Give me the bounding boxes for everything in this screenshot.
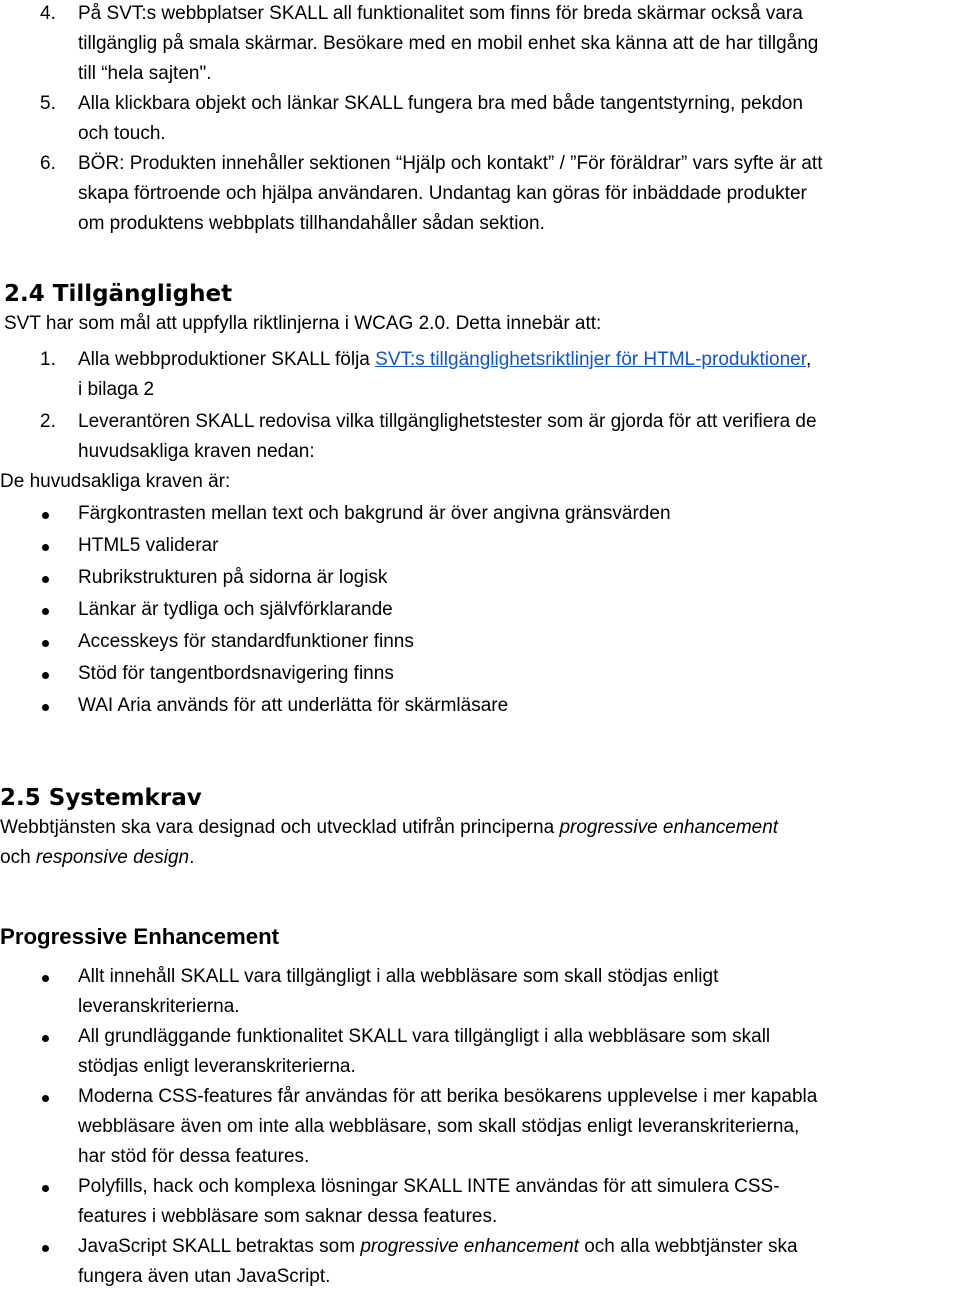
- list-item-text-line: fungera även utan JavaScript.: [78, 1266, 331, 1287]
- list-number: 5.: [40, 93, 56, 114]
- list-item-text-line: skapa förtroende och hjälpa användaren. Undantag kan göras för inbäddade produkter: [78, 183, 807, 204]
- list-item-text-line: Polyfills, hack och komplexa lösningar SKALL INTE användas för att simulera CSS-: [78, 1176, 780, 1197]
- list-item-text-line: Rubrikstrukturen på sidorna är logisk: [78, 567, 388, 588]
- paragraph-text: Webbtjänsten ska vara designad och utvecklad utifrån principerna: [0, 817, 560, 838]
- list-item: [4, 659, 960, 689]
- paragraph-text: .: [189, 847, 195, 868]
- requirements-intro: De huvudsakliga kraven är:: [0, 471, 231, 492]
- list-item-text-line: WAI Aria används för att underlätta för skärmläsare: [78, 695, 509, 716]
- list-item-text: Alla webbproduktioner SKALL följa: [78, 349, 376, 370]
- section-accessibility: [0, 279, 960, 721]
- bullet-icon: [42, 1095, 49, 1102]
- list-item: [4, 962, 960, 1022]
- list-item-text-line: Länkar är tydliga och självförklarande: [78, 599, 393, 620]
- list-item-text-line: [78, 345, 960, 375]
- emphasis-text: responsive design: [35, 847, 190, 868]
- bullet-icon: [42, 608, 49, 615]
- list-item-text-line: har stöd för dessa features.: [78, 1146, 310, 1167]
- paragraph-line: [0, 843, 960, 873]
- list-item-text-line: HTML5 validerar: [78, 535, 219, 556]
- list-item: [4, 1022, 960, 1082]
- requirements-bullet-list: [4, 499, 960, 721]
- progressive-enhancement-list: [4, 962, 960, 1292]
- list-item-text-line: All grundläggande funktionalitet SKALL vara tillgängligt i alla webbläsare som skall: [78, 1026, 771, 1047]
- list-item-text-line: webbläsare även om inte alla webbläsare, som skall stödjas enligt leveranskriterierna,: [78, 1116, 800, 1137]
- section-system-requirements: [0, 783, 960, 873]
- list-item: [4, 89, 960, 149]
- list-item: [4, 1172, 960, 1232]
- list-item-text-line: features i webbläsare som saknar dessa features.: [78, 1206, 498, 1227]
- list-number: 2.: [40, 411, 56, 432]
- list-item-text: och alla webbtjänster ska: [578, 1236, 798, 1257]
- bullet-icon: [42, 512, 49, 519]
- list-item-text-line: leveranskriterierna.: [78, 996, 240, 1017]
- list-item-text-line: tillgänglig på smala skärmar. Besökare med en mobil enhet ska känna att de har tillgång: [78, 33, 819, 54]
- section-heading: 2.5 Systemkrav: [0, 785, 202, 811]
- bullet-icon: [42, 975, 49, 982]
- paragraph-line: [0, 813, 960, 843]
- list-item-text-line: Stöd för tangentbordsnavigering finns: [78, 663, 394, 684]
- list-item-text-line: Alla klickbara objekt och länkar SKALL fungera bra med både tangentstyrning, pekdon: [78, 93, 803, 114]
- bullet-icon: [42, 672, 49, 679]
- bullet-icon: [42, 1185, 49, 1192]
- paragraph-text: och: [0, 847, 36, 868]
- list-item-text-line: BÖR: Produkten innehåller sektionen “Hjälp och kontakt” / ”För föräldrar” vars syfte är att: [78, 153, 823, 174]
- list-item-text-line: och touch.: [78, 123, 166, 144]
- list-item: [4, 345, 960, 405]
- emphasis-text: progressive enhancement: [559, 817, 779, 838]
- list-item-text-line: om produktens webbplats tillhandahåller sådan sektion.: [78, 213, 545, 234]
- list-item: [4, 407, 960, 467]
- section-intro: SVT har som mål att uppfylla riktlinjerna i WCAG 2.0. Detta innebär att:: [4, 313, 602, 334]
- section-heading: 2.4 Tillgänglighet: [4, 281, 233, 307]
- subsection-heading: Progressive Enhancement: [0, 924, 280, 949]
- list-item-text-line: Accesskeys för standardfunktioner finns: [78, 631, 414, 652]
- list-item-text-line: [78, 1232, 960, 1262]
- bullet-icon: [42, 704, 49, 711]
- list-item-text: JavaScript SKALL betraktas som: [78, 1236, 361, 1257]
- list-item-text: ,: [806, 349, 812, 370]
- list-item-text-line: Leverantören SKALL redovisa vilka tillgänglighetstester som är gjorda för att verifiera de: [78, 411, 817, 432]
- bullet-icon: [42, 576, 49, 583]
- section-paragraph: [0, 813, 960, 873]
- list-item-text-line: huvudsakliga kraven nedan:: [78, 441, 315, 462]
- list-item: [4, 1232, 960, 1292]
- section-progressive-enhancement: [0, 922, 960, 1292]
- list-item-text-line: till “hela sajten".: [78, 63, 212, 84]
- list-number: 6.: [40, 153, 56, 174]
- requirements-list-top: [4, 0, 960, 239]
- list-item: [4, 691, 960, 721]
- list-item: [4, 499, 960, 529]
- list-item: [4, 149, 960, 239]
- list-item-text-line: Moderna CSS-features får användas för att berika besökarens upplevelse i mer kapabla: [78, 1086, 818, 1107]
- list-item-text-line: stödjas enligt leveranskriterierna.: [78, 1056, 356, 1077]
- list-item-text-line: Färgkontrasten mellan text och bakgrund är över angivna gränsvärden: [78, 503, 671, 524]
- accessibility-list: [4, 345, 960, 467]
- list-item: [4, 531, 960, 561]
- list-item: [4, 563, 960, 593]
- emphasis-text: progressive enhancement: [360, 1236, 579, 1257]
- list-item-text-line: Allt innehåll SKALL vara tillgängligt i alla webbläsare som skall stödjas enligt: [78, 966, 719, 987]
- list-item: [4, 595, 960, 625]
- list-item: [4, 627, 960, 657]
- list-item-text-line: i bilaga 2: [78, 379, 155, 400]
- list-number: 1.: [40, 349, 56, 370]
- list-item-text-line: På SVT:s webbplatser SKALL all funktionalitet som finns för breda skärmar också vara: [78, 3, 803, 24]
- guidelines-link[interactable]: SVT:s tillgänglighetsriktlinjer för HTML-produktioner: [375, 349, 806, 370]
- list-item: [4, 0, 960, 89]
- bullet-icon: [42, 1035, 49, 1042]
- bullet-icon: [42, 544, 49, 551]
- bullet-icon: [42, 640, 49, 647]
- list-item: [4, 1082, 960, 1172]
- bullet-icon: [42, 1245, 49, 1252]
- list-number: 4.: [40, 3, 56, 24]
